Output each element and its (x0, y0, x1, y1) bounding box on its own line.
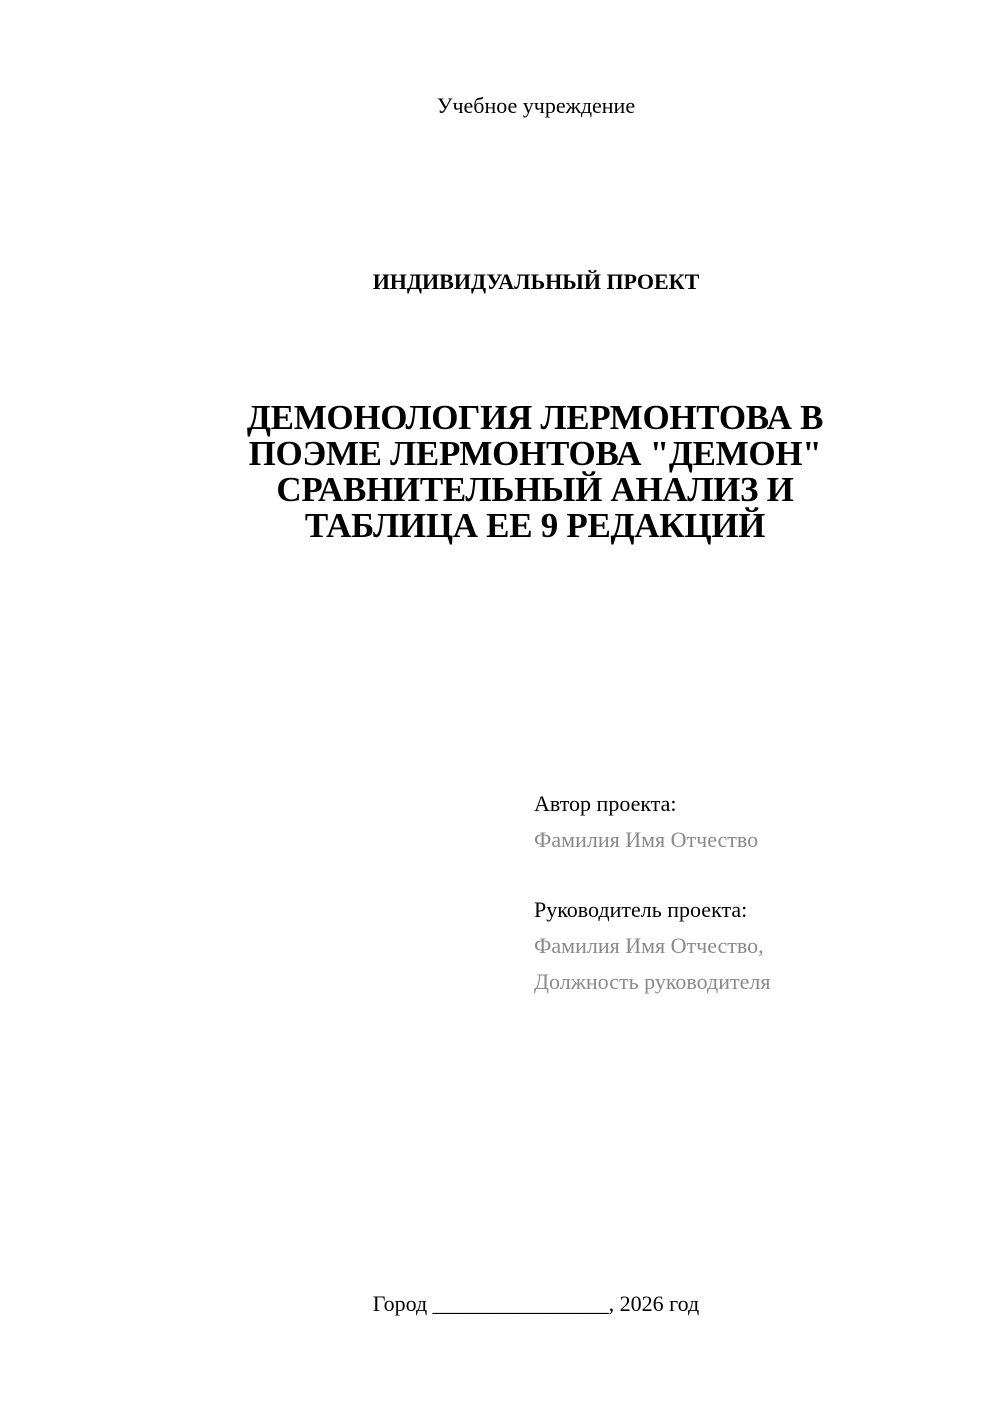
author-label: Автор проекта: (534, 791, 677, 816)
author-block (534, 786, 974, 858)
city-blank: ________________ (432, 1291, 609, 1316)
project-title-line: СРАВНИТЕЛЬНЫЙ АНАЛИЗ И (276, 470, 794, 509)
project-title-line: ПОЭМЕ ЛЕРМОНТОВА "ДЕМОН" (248, 434, 822, 473)
project-title-line: ТАБЛИЦА ЕЕ 9 РЕДАКЦИЙ (304, 506, 766, 545)
institution-name: Учебное учреждение (436, 93, 636, 118)
author-name-placeholder: Фамилия Имя Отчество (534, 827, 759, 852)
supervisor-block (534, 892, 974, 1000)
supervisor-label: Руководитель проекта: (534, 897, 748, 922)
city-label: Город (372, 1291, 428, 1316)
supervisor-name-placeholder: Фамилия Имя Отчество, (534, 933, 764, 958)
project-title-line: ДЕМОНОЛОГИЯ ЛЕРМОНТОВА В (246, 398, 824, 437)
city-year-line (0, 1290, 1000, 1318)
year-text: , 2026 год (608, 1291, 700, 1316)
document-type: ИНДИВИДУАЛЬНЫЙ ПРОЕКТ (372, 269, 700, 294)
project-title (205, 400, 865, 544)
supervisor-position-placeholder: Должность руководителя (534, 969, 771, 994)
